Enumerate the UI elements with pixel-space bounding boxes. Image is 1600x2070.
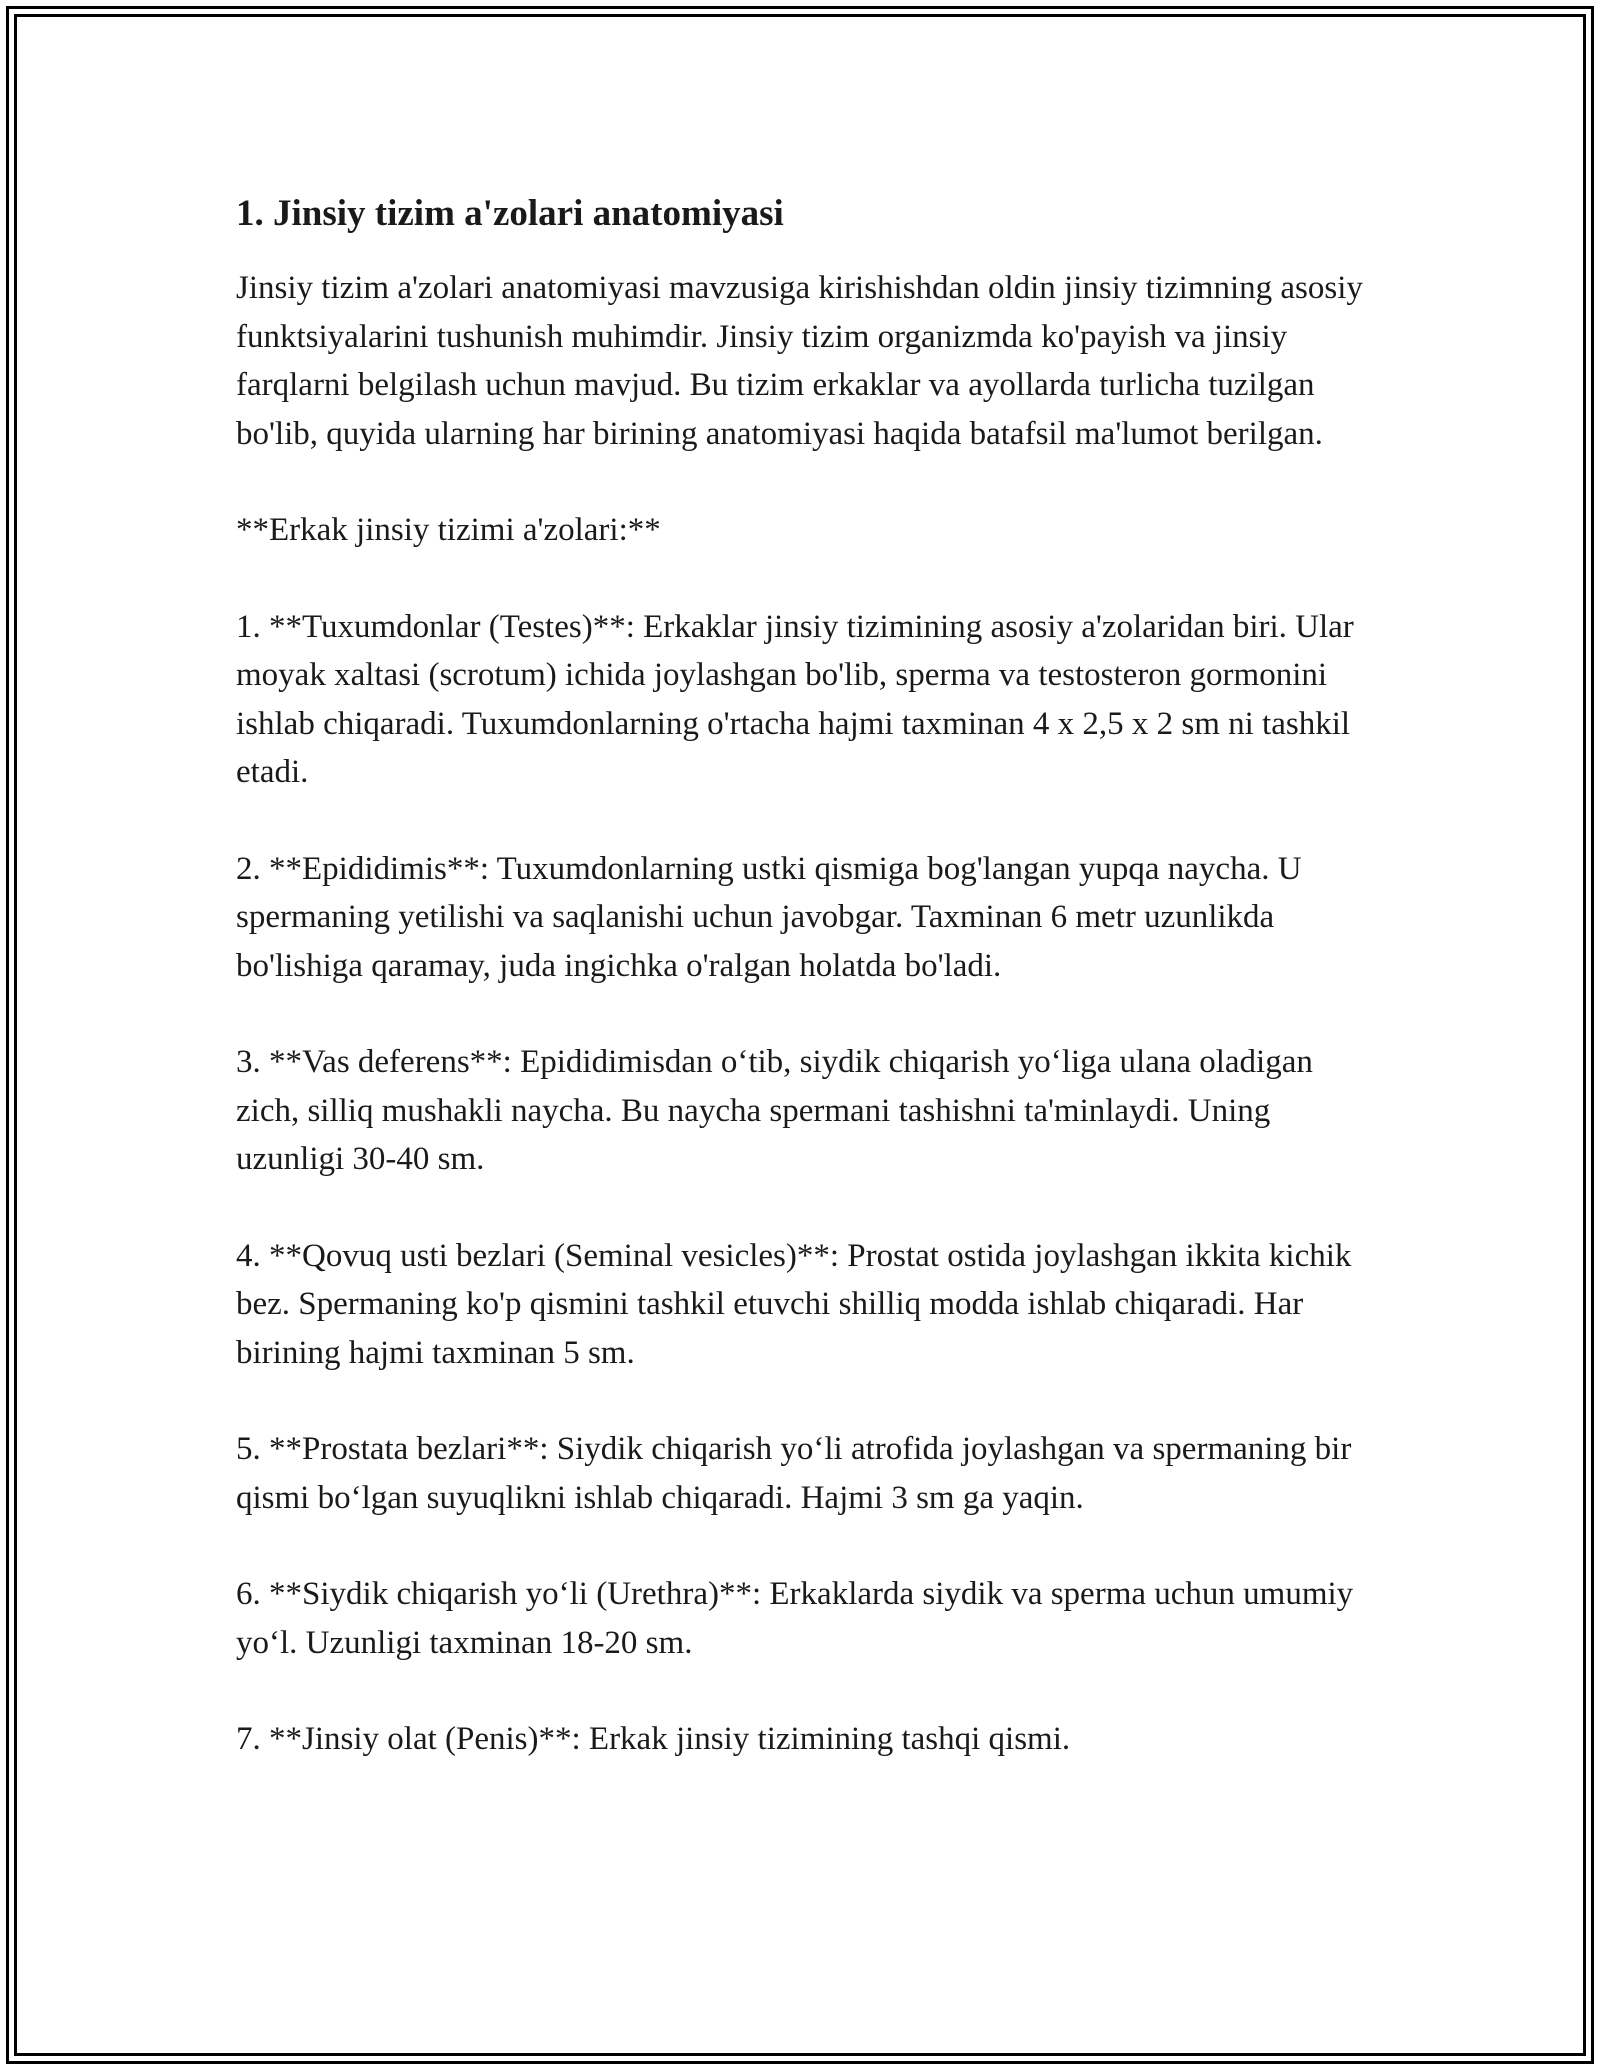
list-item-seminal-vesicles: 4. **Qovuq usti bezlari (Seminal vesicles)**: Prostat ostida joylashgan ikkita kichik bez. Spermaning ko'p qismini tashkil etuvchi shilliq modda ishlab chiqaradi. Har birining hajmi taxminan 5 sm. (236, 1237, 1352, 1371)
document-title: 1. Jinsiy tizim a'zolari anatomiyasi (236, 193, 784, 234)
list-item-penis: 7. **Jinsiy olat (Penis)**: Erkak jinsiy tizimining tashqi qismi. (236, 1721, 1071, 1757)
list-item-vas-deferens: 3. **Vas deferens**: Epididimisdan o‘tib, siydik chiqarish yo‘liga ulana oladigan zich, silliq mushakli naycha. Bu naycha spermani tashishni ta'minlaydi. Uning uzunligi 30-40 sm. (236, 1044, 1313, 1177)
intro-paragraph: Jinsiy tizim a'zolari anatomiyasi mavzusiga kirishishdan oldin jinsiy tizimning asosiy funktsiyalarini tushunish muhimdir. Jinsiy tizim organizmda ko'payish va jinsiy farqlarni belgilash uchun mavjud. Bu tizim erkaklar va ayollarda turlicha tuzilgan bo'lib, quyida ularning har birining anatomiyasi haqida batafsil ma'lumot berilgan. (236, 270, 1363, 452)
document-body (236, 186, 1366, 1764)
list-item-epididymis: 2. **Epididimis**: Tuxumdonlarning ustki qismiga bog'langan yupqa naycha. U spermaning yetilishi va saqlanishi uchun javobgar. Taxminan 6 metr uzunlikda bo'lishiga qaramay, juda ingichka o'ralgan holatda bo'ladi. (236, 850, 1302, 984)
list-item-prostate: 5. **Prostata bezlari**: Siydik chiqarish yo‘li atrofida joylashgan va spermaning bir qismi bo‘lgan suyuqlikni ishlab chiqaradi. Hajmi 3 sm ga yaqin. (236, 1431, 1352, 1516)
section-heading: **Erkak jinsiy tizimi a'zolari:** (236, 512, 661, 548)
list-item-urethra: 6. **Siydik chiqarish yo‘li (Urethra)**: Erkaklarda siydik va sperma uchun umumiy yo‘l. Uzunligi taxminan 18-20 sm. (236, 1576, 1354, 1661)
list-item-testes: 1. **Tuxumdonlar (Testes)**: Erkaklar jinsiy tizimining asosiy a'zolaridan biri. Ular moyak xaltasi (scrotum) ichida joylashgan bo'lib, sperma va testosteron gormonini ishlab chiqaradi. Tuxumdonlarning o'rtacha hajmi taxminan 4 x 2,5 x 2 sm ni tashkil etadi. (236, 608, 1354, 790)
